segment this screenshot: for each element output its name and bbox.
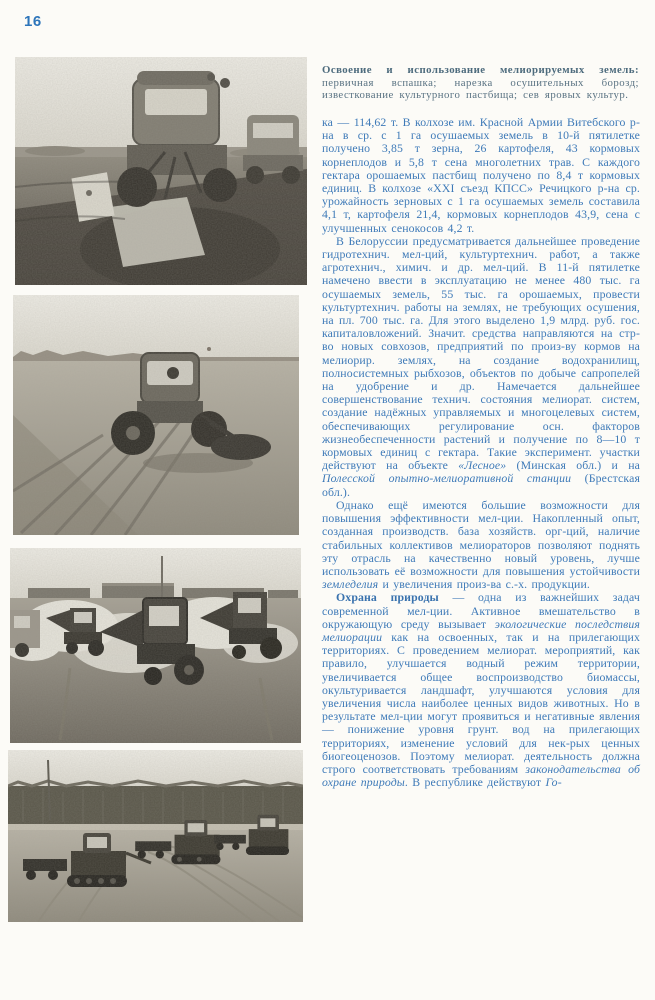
article-segment-normal: — одна из важнейших задач современной мел-ции. Активное вмешательство в окружающую среду вызывает bbox=[322, 590, 640, 631]
article-segment-bold: Охрана природы bbox=[336, 590, 439, 605]
article-segment-normal: Однако ещё имеются большие возможности для повышения эффективности мел-ции. Накопленный опыт, созданная производств. база хозяйств. орг-ций, наличие стабильных коллективов мелиораторов позволяют поднять эту отрасль на качественно новый уровень, лучше использовать её возможности для повышения устойчивости bbox=[322, 497, 640, 578]
article-segment-normal: В Белоруссии предусматривается дальнейшее проведение гидротехнич. мел-ций, культуртехнич. работ, а также агротехнич., химич. и др. мел-ций. В 11-й пятилетке намечено ввести в эксплуатацию не менее 480 тыс. га осушаемых земель, 55 тыс. га орошаемых, провести культуртехнич. работы на землях, не требующих осушения, на пл. 700 тыс. га. Для этого выделено 1,9 млрд. руб. гос. капиталовложений. Значит. средства направляются на стр-во новых совхозов, предприятий по произ-ву кормов на мелиорир. землях, на создание водохранилищ, полносистемных рыбхозов, объектов по добыче сапропелей на удобрение и др. Намечается дальнейшее совершенствование технич. состояния мелиорат. систем, создание надёжных управляемых и многоцелевых систем, обеспечивающих регулирование осн. факторов жизнеобеспеченности растений и получение по 8—10 т кормовых единиц с гектара. Такие эксперимент. участки действуют на объекте bbox=[322, 233, 640, 473]
photo-drainage-furrows-illustration bbox=[13, 295, 299, 535]
article-segment-italic: законодательства об охране природы bbox=[322, 761, 641, 790]
article-segment-normal: (Минская обл.) и на bbox=[506, 458, 640, 473]
article-paragraph bbox=[322, 591, 640, 789]
article-segment-normal: и увеличения произ-ва с.-х. продукции. bbox=[378, 577, 590, 592]
photo-liming-pasture-illustration bbox=[10, 548, 301, 743]
article-paragraph bbox=[322, 499, 640, 591]
photo-drainage-furrows bbox=[13, 295, 299, 535]
article-segment-normal: как на освоенных, так и на прилегающих территориях. С проведением мелиорат. мероприятий, как правило, улучшается водный режим территории, увеличивается общее воспроизводство биомассы, окультуривается ландшафт, улучшаются условия для увеличения числа наиболее ценных видов животных. Но в результате мел-ции могут проявиться и негативные явления — понижение уровня грунт. вод на прилегающих территориях, изменение условий для нек-рых ценных биогеоценозов. Поэтому мелиорат. деятельность должна строго соответствовать требованиям bbox=[322, 629, 640, 776]
article-segment-normal: . В республике действуют bbox=[404, 775, 546, 790]
article-segment-normal: ка — 114,62 т. В колхозе им. Красной Армии Витебского р-на в ср. с 1 га осушаемых земель в 10-й пятилетке получено 3,85 т зерна, 26 картофеля, 43 кормовых корнеплодов и 5,8 т сена многолетних трав. С каждого гектара орошаемых пастбищ получено по 8,4 т кормовых единиц. В колхозе «XXI съезд КПСС» Речицкого р-на ср. урожайность зерновых с 1 га осушаемых земель составила 4,1 т, картофеля 21,4, кормовых корнеплодов 43,9, сена с улучшенных сенокосов 4,2 т. bbox=[322, 115, 640, 235]
article-paragraph bbox=[322, 116, 640, 235]
photo-liming-pasture bbox=[10, 548, 301, 743]
figure-caption bbox=[322, 64, 639, 102]
article-segment-italic: Го- bbox=[545, 775, 562, 790]
article-segment-italic: Полесской опытно-мелиоративной станции bbox=[322, 471, 572, 486]
caption-text: первичная вспашка; нарезка осушительных борозд; известкование культурного пастбища; сев яровых культур. bbox=[322, 76, 639, 102]
photo-primary-plowing-illustration bbox=[15, 57, 307, 285]
article-segment-normal: (Брестская обл.). bbox=[322, 471, 640, 499]
article-paragraph bbox=[322, 235, 640, 499]
article-text bbox=[322, 116, 640, 789]
article-segment-italic: «Лесное» bbox=[458, 458, 507, 473]
article-segment-italic: земледелия bbox=[322, 577, 379, 592]
article-segment-italic: экологические последствия мелиорации bbox=[322, 616, 640, 644]
photo-spring-sowing-illustration bbox=[8, 750, 303, 922]
page-number: 16 bbox=[24, 13, 42, 30]
photo-spring-sowing bbox=[8, 750, 303, 922]
caption-lead: Освоение и использование мелиорируемых земель: bbox=[322, 64, 639, 76]
photo-primary-plowing bbox=[15, 57, 307, 285]
